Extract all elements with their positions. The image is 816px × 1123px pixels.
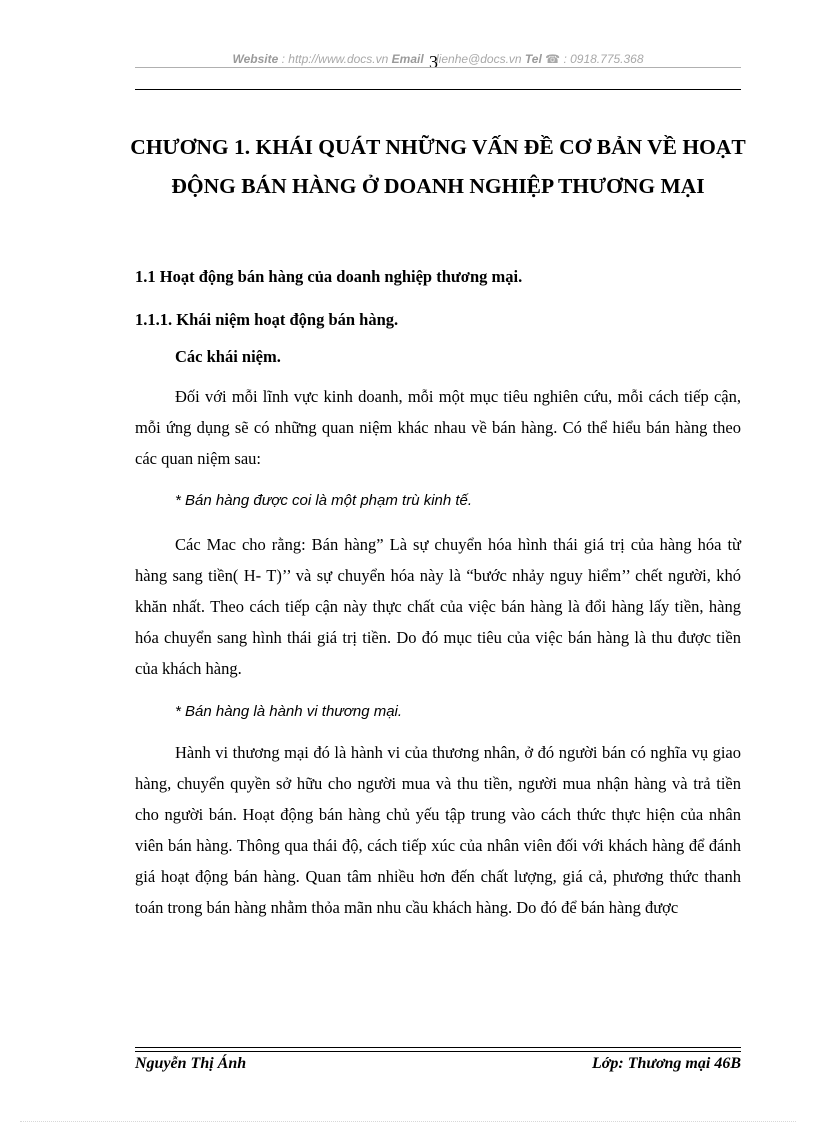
header-rule-top (135, 67, 741, 68)
email-address[interactable]: lienhe@docs.vn (436, 52, 525, 66)
chapter-title (120, 128, 756, 206)
italic-point-commercial: * Bán hàng là hành vi thương mại. (175, 703, 403, 720)
italic-point-economic: * Bán hàng được coi là một phạm trù kinh tế. (175, 492, 473, 509)
page-number: 3 (429, 52, 439, 72)
footer-rule-top (135, 1047, 741, 1048)
website-url[interactable]: : http://www.docs.vn (278, 52, 392, 66)
website-label: Website (232, 52, 279, 66)
email-label: Email (391, 52, 424, 66)
footer-author: Nguyễn Thị Ánh (135, 1055, 247, 1072)
footer-class: Lớp: Thương mại 46B (592, 1055, 741, 1072)
paragraph-2: Các Mac cho rằng: Bán hàng” Là sự chuyển hóa hình thái giá trị của hàng hóa từ hàng sang tiền( H- T)’’ và sự chuyển hóa này là “bước nhảy nguy hiểm’’ chết người, khó khăn nhất. Theo cách tiếp cận này thực chất của việc bán hàng là đổi hàng lấy tiền, hàng hóa chuyển sang hình thái giá trị tiền. Do đó mục tiêu của việc bán hàng là thu được tiền của khách hàng. (135, 535, 741, 678)
section-heading-1-1: 1.1 Hoạt động bán hàng của doanh nghiệp thương mại. (135, 267, 523, 286)
tel-label: Tel (524, 52, 542, 66)
header-rule-bottom (135, 89, 741, 90)
page-header (135, 47, 741, 72)
paragraph-3: Hành vi thương mại đó là hành vi của thương nhân, ở đó người bán có nghĩa vụ giao hàng, chuyển quyền sở hữu cho người mua và thu tiền, người mua nhận hàng và trả tiền cho người bán. Hoạt động bán hàng chủ yếu tập trung vào cách thức thực hiện của nhân viên bán hàng. Thông qua thái độ, cách tiếp xúc của nhân viên đối với khách hàng để đánh giá hoạt động bán hàng. Quan tâm nhiều hơn đến chất lượng, giá cả, phương thức thanh toán trong bán hàng nhằm thỏa mãn nhu cầu khách hàng. Do đó để bán hàng được (135, 743, 741, 917)
paragraph-1: Đối với mỗi lĩnh vực kinh doanh, mỗi một mục tiêu nghiên cứu, mỗi cách tiếp cận, mỗi ứng dụng sẽ có những quan niệm khác nhau về bán hàng. Có thể hiểu bán hàng theo các quan niệm sau: (135, 387, 741, 468)
chapter-title-text: CHƯƠNG 1. KHÁI QUÁT NHỮNG VẤN ĐỀ CƠ BẢN VỀ HOẠT ĐỘNG BÁN HÀNG Ở DOANH NGHIỆP THƯƠNG MẠI (130, 135, 746, 198)
tel-number: ☎ : 0918.775.368 (541, 52, 644, 66)
page-bottom-border (20, 1121, 796, 1122)
section-heading-1-1-1: 1.1.1. Khái niệm hoạt động bán hàng. (135, 310, 399, 329)
footer-rule-bottom (135, 1051, 741, 1052)
subheading-concepts: Các khái niệm. (175, 347, 281, 366)
